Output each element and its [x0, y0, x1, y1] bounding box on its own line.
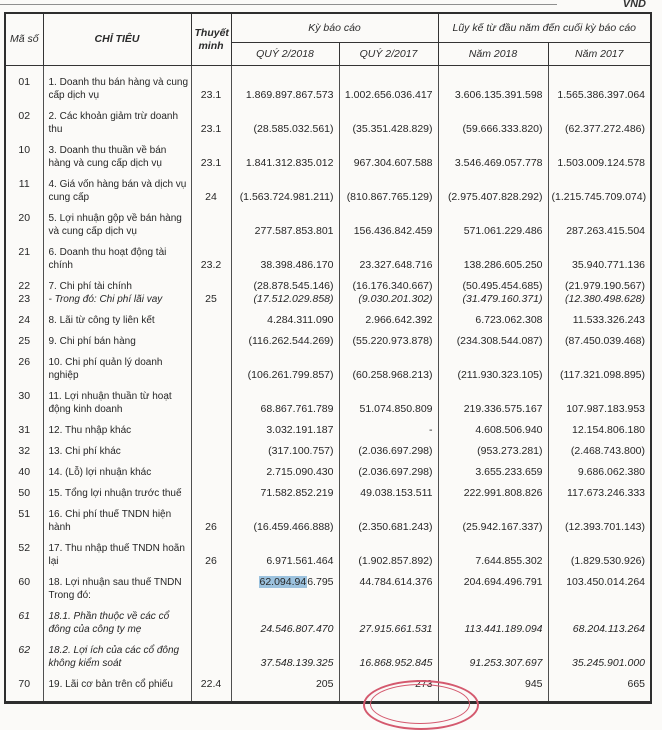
cell-value: 103.450.014.264	[548, 570, 651, 604]
cell-value: 35.245.901.000	[548, 638, 651, 672]
cell-value: (59.666.333.820)	[438, 104, 548, 138]
cell-note-ref: 22.4	[191, 672, 231, 703]
cell-label: 12. Thu nhập khác	[43, 418, 191, 439]
table-row	[5, 672, 651, 703]
cell-value: 117.673.246.333	[548, 481, 651, 502]
cell-value: 3.606.135.391.598	[438, 66, 548, 105]
table-row	[5, 604, 651, 638]
cell-value: (117.321.098.895)	[548, 350, 651, 384]
cell-value: 138.286.605.250	[438, 240, 548, 274]
cell-value: (2.036.697.298)	[339, 460, 438, 481]
sub-value: (31.479.160.371)	[462, 293, 543, 305]
cell-value: (28.878.545.146) (17.512.029.858)	[231, 274, 339, 308]
table-row	[5, 384, 651, 418]
table-row	[5, 502, 651, 536]
cell-value: 107.987.183.953	[548, 384, 651, 418]
table-row	[5, 536, 651, 570]
cell-value: (16.176.340.667) (9.030.201.302)	[339, 274, 438, 308]
cell-value: 38.398.486.170	[231, 240, 339, 274]
highlighted-text: 62.094.94	[259, 576, 307, 588]
cell-value: 205	[231, 672, 339, 703]
cell-note-ref: 24	[191, 172, 231, 206]
table-row	[5, 638, 651, 672]
cell-note-ref	[191, 384, 231, 418]
table-row	[5, 240, 651, 274]
cell-value: (1.563.724.981.211)	[231, 172, 339, 206]
cell-value: (810.867.765.129)	[339, 172, 438, 206]
table-row	[5, 172, 651, 206]
cell-label: 10. Chi phí quản lý doanh nghiệp	[43, 350, 191, 384]
cell-value: 1.002.656.036.417	[339, 66, 438, 105]
cell-value: 204.694.496.791	[438, 570, 548, 604]
cell-ma-so: 52	[5, 536, 43, 570]
table-body	[5, 66, 651, 703]
cell-value: (116.262.544.269)	[231, 329, 339, 350]
cell-note-ref	[191, 308, 231, 329]
cell-value: 37.548.139.325	[231, 638, 339, 672]
cell-label: 18.1. Phần thuộc về các cổ đông của công ty mẹ	[43, 604, 191, 638]
cell-note-ref	[191, 604, 231, 638]
cell-value: 6.971.561.464	[231, 536, 339, 570]
table-row	[5, 66, 651, 105]
cell-ma-so: 11	[5, 172, 43, 206]
cell-note-ref: 26	[191, 536, 231, 570]
cell-note-ref	[191, 460, 231, 481]
cell-value: (55.220.973.878)	[339, 329, 438, 350]
cell-label: 8. Lãi từ công ty liên kết	[43, 308, 191, 329]
cell-value: 4.284.311.090	[231, 308, 339, 329]
cell-label: 7. Chi phí tài chính - Trong đó: Chi phí lãi vay	[43, 274, 191, 308]
cell-ma-so: 31	[5, 418, 43, 439]
header-ma-so: Mã số	[5, 13, 43, 66]
cell-label: 13. Chi phí khác	[43, 439, 191, 460]
cell-value: 4.608.506.940	[438, 418, 548, 439]
cell-ma-so: 22 23	[5, 274, 43, 308]
cell-value: 91.253.307.697	[438, 638, 548, 672]
cell-value: 27.915.661.531	[339, 604, 438, 638]
cell-value: 277.587.853.801	[231, 206, 339, 240]
cell-value: 6.723.062.308	[438, 308, 548, 329]
cell-ma-so: 02	[5, 104, 43, 138]
cell-label: 6. Doanh thu hoạt động tài chính	[43, 240, 191, 274]
table-row	[5, 104, 651, 138]
cell-value: (28.585.032.561)	[231, 104, 339, 138]
cell-value: 49.038.153.511	[339, 481, 438, 502]
cell-value: 1.503.009.124.578	[548, 138, 651, 172]
cell-note-ref	[191, 439, 231, 460]
cell-ma-so: 25	[5, 329, 43, 350]
cell-value: 24.546.807.470	[231, 604, 339, 638]
cell-note-ref	[191, 570, 231, 604]
sub-label: Trong đó:	[48, 590, 91, 601]
cell-value: (87.450.039.468)	[548, 329, 651, 350]
sub-value: (12.380.498.628)	[565, 293, 646, 305]
table-row	[5, 439, 651, 460]
cell-note-ref: 23.1	[191, 104, 231, 138]
cell-value: (1.215.745.709.074)	[548, 172, 651, 206]
table-row	[5, 350, 651, 384]
table-row	[5, 418, 651, 439]
cell-note-ref	[191, 638, 231, 672]
cell-value: 2.966.642.392	[339, 308, 438, 329]
cell-value: 113.441.189.094	[438, 604, 548, 638]
cell-value: (2.036.697.298)	[339, 439, 438, 460]
cell-note-ref: 26	[191, 502, 231, 536]
cell-label: 16. Chi phí thuế TNDN hiện hành	[43, 502, 191, 536]
cell-value: (106.261.799.857)	[231, 350, 339, 384]
cell-value: 3.655.233.659	[438, 460, 548, 481]
cell-value: 68.867.761.789	[231, 384, 339, 418]
cell-value: 571.061.229.486	[438, 206, 548, 240]
cell-note-ref: 23.1	[191, 138, 231, 172]
cell-value: (2.468.743.800)	[548, 439, 651, 460]
cell-note-ref	[191, 206, 231, 240]
cell-value: 71.582.852.219	[231, 481, 339, 502]
cell-note-ref	[191, 350, 231, 384]
cell-value: 23.327.648.716	[339, 240, 438, 274]
cell-value: 11.533.326.243	[548, 308, 651, 329]
cell-ma-so: 10	[5, 138, 43, 172]
cell-value: (317.100.757)	[231, 439, 339, 460]
cell-value: 51.074.850.809	[339, 384, 438, 418]
table-row	[5, 138, 651, 172]
sub-value: (17.512.029.858)	[253, 293, 334, 305]
cell-ma-so: 24	[5, 308, 43, 329]
header-ky-bao-cao: Kỳ báo cáo	[231, 13, 438, 43]
red-stamp-arc-inner-icon	[370, 684, 470, 724]
cell-label: 3. Doanh thu thuần về bán hàng và cung cấp dịch vụ	[43, 138, 191, 172]
cell-ma-so: 61	[5, 604, 43, 638]
cell-ma-so: 51	[5, 502, 43, 536]
cell-value: 2.715.090.430	[231, 460, 339, 481]
cell-value: (12.393.701.143)	[548, 502, 651, 536]
cell-note-ref	[191, 481, 231, 502]
cell-value: (1.829.530.926)	[548, 536, 651, 570]
cell-value: (2.350.681.243)	[339, 502, 438, 536]
cell-ma-so: 50	[5, 481, 43, 502]
header-chi-tieu: CHỈ TIÊU	[43, 13, 191, 66]
cell-value: 3.546.469.057.778	[438, 138, 548, 172]
cell-value: 219.336.575.167	[438, 384, 548, 418]
cell-value: (953.273.281)	[438, 439, 548, 460]
cell-value: 68.204.113.264	[548, 604, 651, 638]
header-nam-2017: Năm 2017	[548, 43, 651, 66]
cell-value: 44.784.614.376	[339, 570, 438, 604]
cell-value: 1.565.386.397.064	[548, 66, 651, 105]
cell-value: 35.940.771.136	[548, 240, 651, 274]
cell-value: (2.975.407.828.292)	[438, 172, 548, 206]
cell-value: 3.032.191.187	[231, 418, 339, 439]
cell-value: 967.304.607.588	[339, 138, 438, 172]
cell-ma-so: 20	[5, 206, 43, 240]
cell-value: 62.094.946.795	[231, 570, 339, 604]
cell-value: 7.644.855.302	[438, 536, 548, 570]
header-nam-2018: Năm 2018	[438, 43, 548, 66]
cell-value: 273	[339, 672, 438, 703]
cell-label: 17. Thu nhập thuế TNDN hoãn lại	[43, 536, 191, 570]
cell-value: (16.459.466.888)	[231, 502, 339, 536]
cell-note-ref	[191, 418, 231, 439]
cell-value: (211.930.323.105)	[438, 350, 548, 384]
cell-value: (60.258.968.213)	[339, 350, 438, 384]
cell-note-ref: 23.2	[191, 240, 231, 274]
cell-ma-so: 21	[5, 240, 43, 274]
cell-label: 18. Lợi nhuận sau thuế TNDN Trong đó:	[43, 570, 191, 604]
header-luy-ke: Lũy kế từ đầu năm đến cuối kỳ báo cáo	[438, 13, 651, 43]
table-row	[5, 329, 651, 350]
cell-value: 16.868.952.845	[339, 638, 438, 672]
cell-label: 5. Lợi nhuận gộp về bán hàng và cung cấp dịch vụ	[43, 206, 191, 240]
sub-label: - Trong đó: Chi phí lãi vay	[48, 294, 163, 305]
table-row	[5, 274, 651, 308]
header-quy-2-2018: QUÝ 2/2018	[231, 43, 339, 66]
cell-value: 9.686.062.380	[548, 460, 651, 481]
cell-value: 665	[548, 672, 651, 703]
cell-ma-so: 62	[5, 638, 43, 672]
cell-ma-so: 30	[5, 384, 43, 418]
cell-note-ref	[191, 329, 231, 350]
header-quy-2-2017: QUÝ 2/2017	[339, 43, 438, 66]
cell-label: 14. (Lỗ) lợi nhuận khác	[43, 460, 191, 481]
cell-value: (25.942.167.337)	[438, 502, 548, 536]
cell-label: 1. Doanh thu bán hàng và cung cấp dịch vụ	[43, 66, 191, 105]
table-row	[5, 460, 651, 481]
table-row	[5, 570, 651, 604]
cell-value: 945	[438, 672, 548, 703]
top-rule-line	[0, 4, 557, 5]
cell-note-ref: 23.1	[191, 66, 231, 105]
cell-note-ref: 25	[191, 274, 231, 308]
cell-value: (1.902.857.892)	[339, 536, 438, 570]
cell-ma-so: 32	[5, 439, 43, 460]
sub-value: (9.030.201.302)	[358, 293, 433, 305]
cell-label: 18.2. Lợi ích của các cổ đông không kiểm soát	[43, 638, 191, 672]
cell-value: 1.841.312.835.012	[231, 138, 339, 172]
cell-value: (62.377.272.486)	[548, 104, 651, 138]
cell-value: (21.979.190.567) (12.380.498.628)	[548, 274, 651, 308]
table-row	[5, 206, 651, 240]
header-thuyet-minh: Thuyết minh	[191, 13, 231, 66]
cell-ma-so: 26	[5, 350, 43, 384]
cell-label: 9. Chi phí bán hàng	[43, 329, 191, 350]
table-row	[5, 481, 651, 502]
cell-value: -	[339, 418, 438, 439]
cell-value: 1.869.897.867.573	[231, 66, 339, 105]
cell-ma-so: 01	[5, 66, 43, 105]
cell-value: 287.263.415.504	[548, 206, 651, 240]
cell-ma-so: 70	[5, 672, 43, 703]
cell-ma-so: 40	[5, 460, 43, 481]
cell-label: 2. Các khoản giảm trừ doanh thu	[43, 104, 191, 138]
cell-label: 11. Lợi nhuận thuần từ hoạt động kinh doanh	[43, 384, 191, 418]
income-statement-table	[4, 12, 652, 704]
cell-value: 156.436.842.459	[339, 206, 438, 240]
cell-value: 12.154.806.180	[548, 418, 651, 439]
cell-ma-so: 60	[5, 570, 43, 604]
cell-label: 15. Tổng lợi nhuận trước thuế	[43, 481, 191, 502]
cell-value: 222.991.808.826	[438, 481, 548, 502]
table-header	[5, 13, 651, 66]
cell-label: 4. Giá vốn hàng bán và dịch vụ cung cấp	[43, 172, 191, 206]
cell-value: (35.351.428.829)	[339, 104, 438, 138]
cell-value: (50.495.454.685) (31.479.160.371)	[438, 274, 548, 308]
currency-label: VND	[622, 0, 646, 10]
cell-label: 19. Lãi cơ bản trên cổ phiếu	[43, 672, 191, 703]
cell-value: (234.308.544.087)	[438, 329, 548, 350]
table-row	[5, 308, 651, 329]
